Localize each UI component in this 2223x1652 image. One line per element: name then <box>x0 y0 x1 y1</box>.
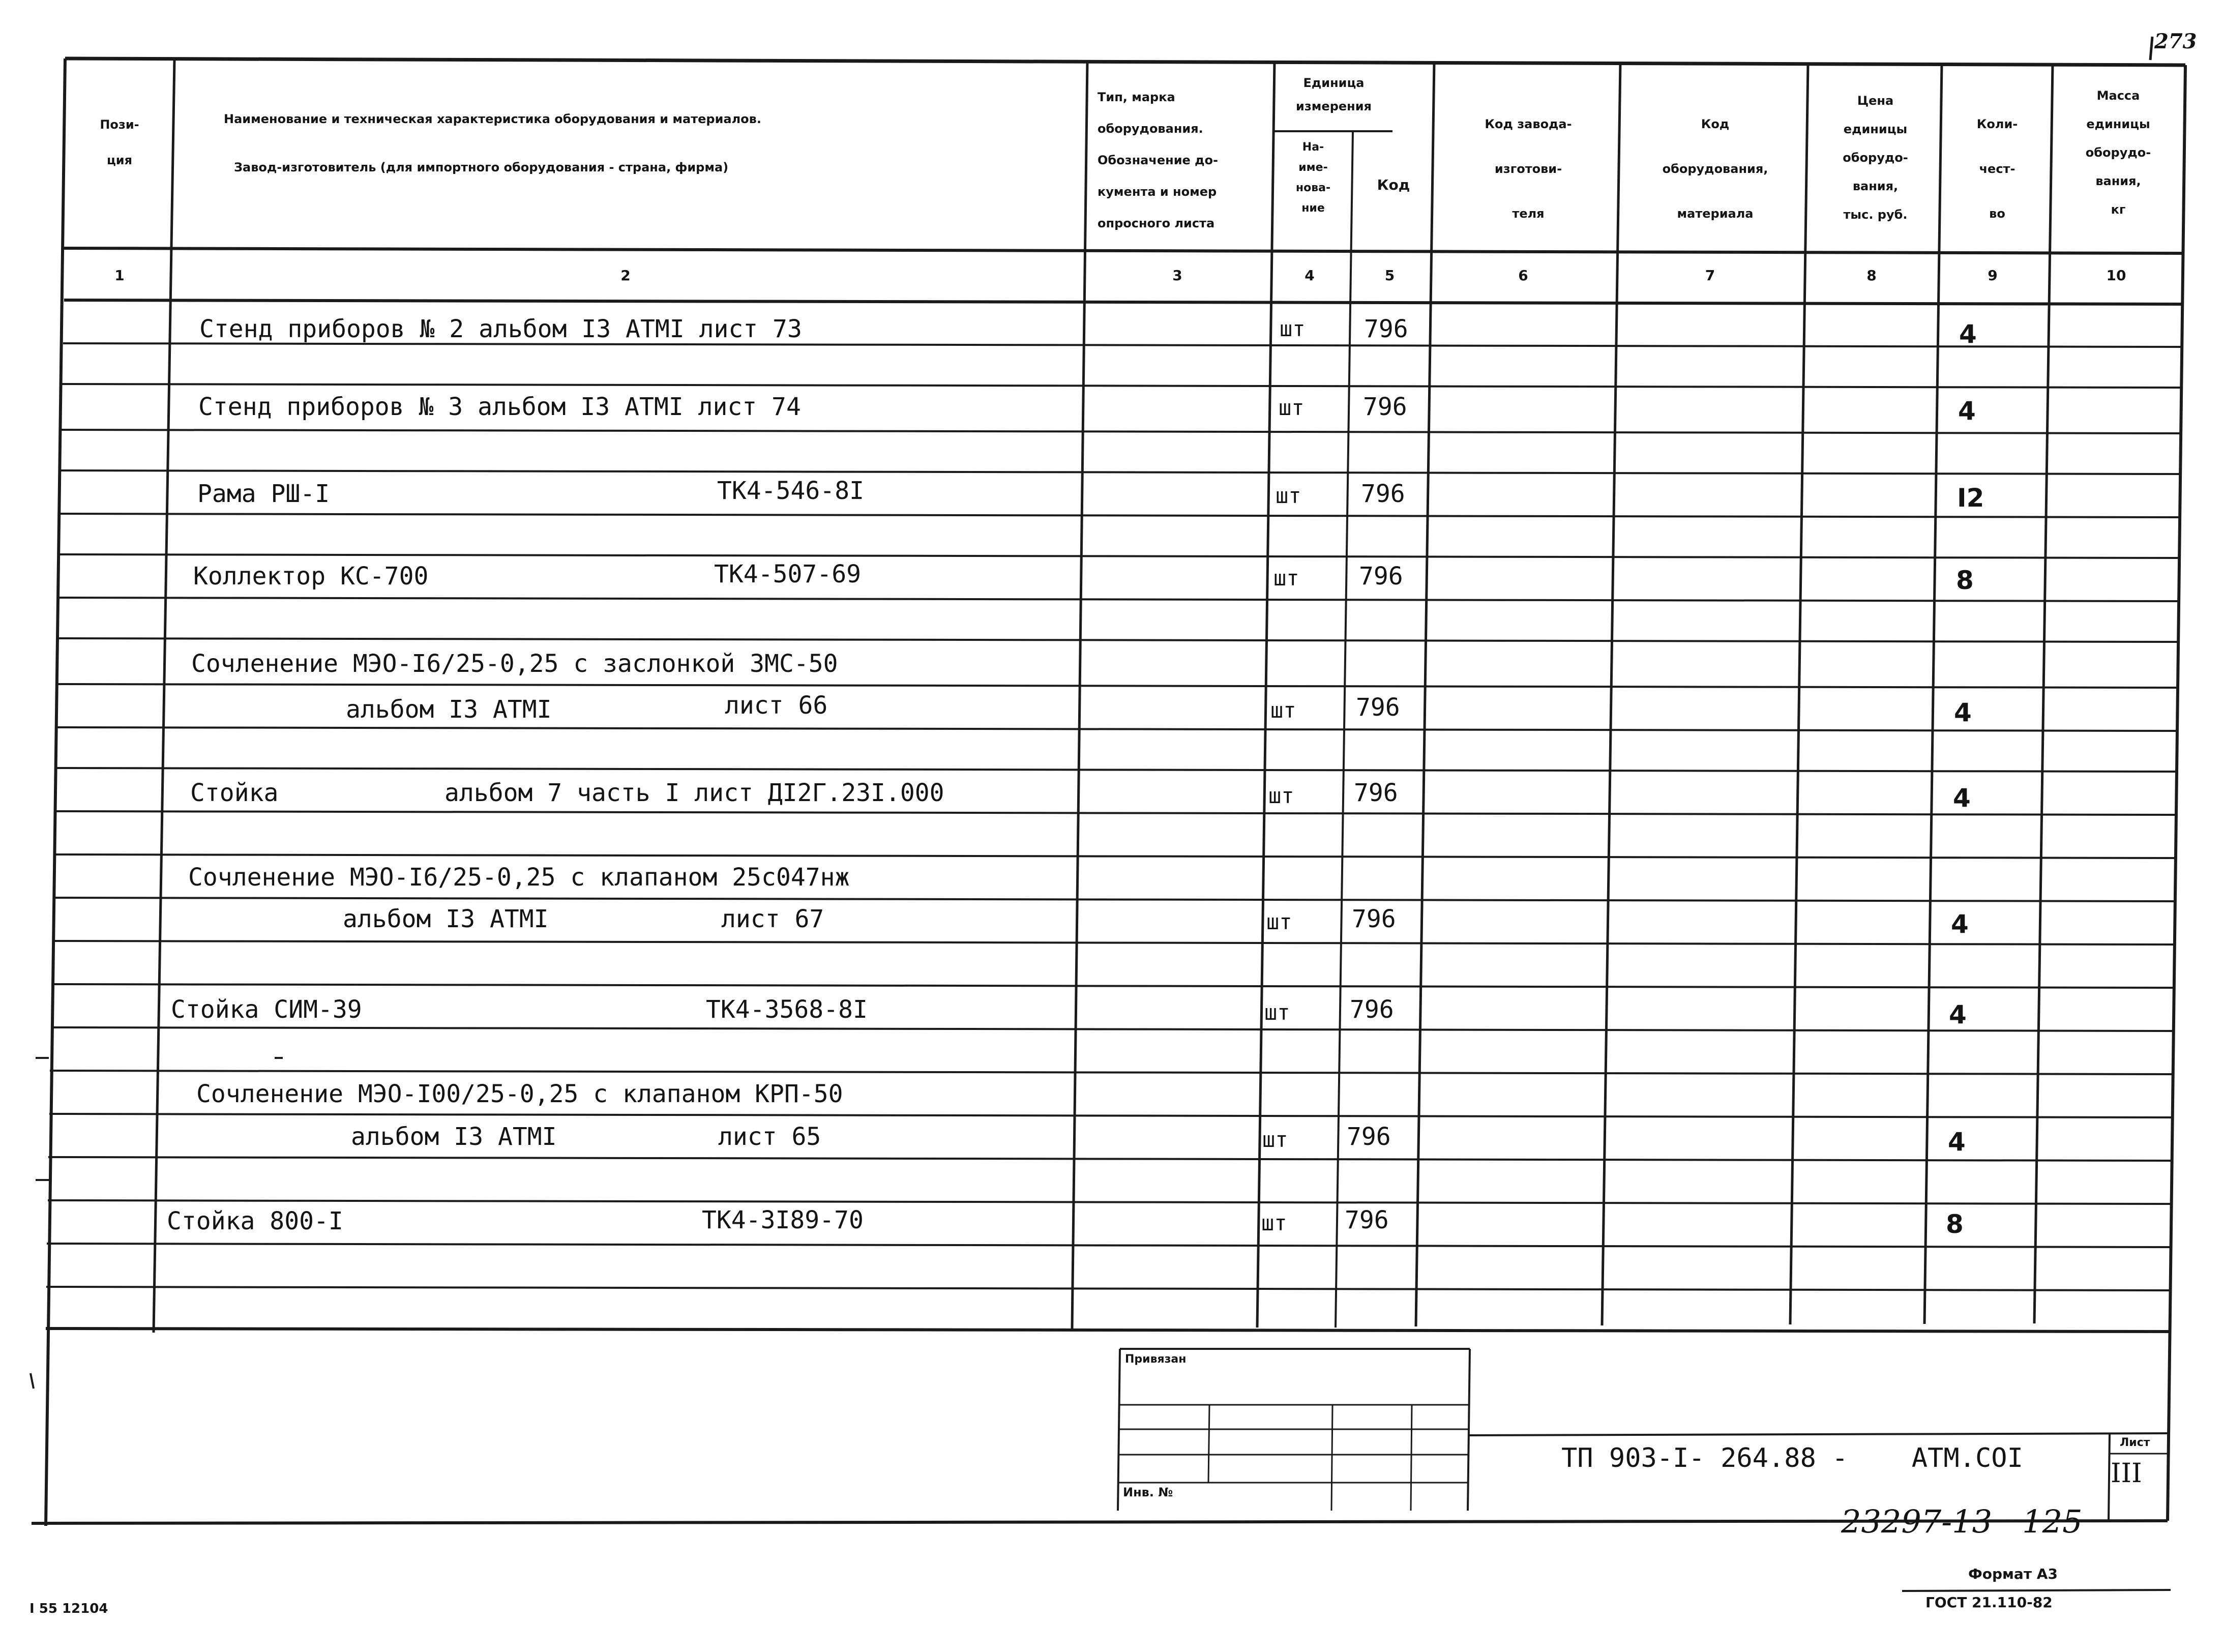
header-factory-code: Код завода- изготови- теля <box>1485 117 1572 221</box>
column-number-1: 1 <box>114 267 125 284</box>
row-4-qty: 8 <box>1956 566 1974 595</box>
row-7-qty: 4 <box>1953 783 1971 813</box>
stamp-privyazan-label: Привязан <box>1125 1353 1187 1366</box>
row-13-unit: шт <box>1261 1211 1287 1235</box>
row-5-name: Сочленение МЭО-I6/25-0,25 с заслонкой ЗМС-50 <box>191 650 838 678</box>
row-12-code: 796 <box>1347 1123 1391 1151</box>
row-6-qty: 4 <box>1954 698 1972 727</box>
header-unit-mass: Масса единицы оборудо- вания, кг <box>2085 88 2151 217</box>
sheet-number: III <box>2111 1458 2142 1489</box>
row-8-name: Сочленение МЭО-I6/25-0,25 с клапаном 25с047нж <box>188 863 850 892</box>
row-4-name: Коллектор КС-700 <box>193 562 429 591</box>
row-7-unit: шт <box>1268 783 1294 808</box>
row-9-ref: лист 67 <box>721 905 824 933</box>
row-1-qty: 4 <box>1959 319 1977 349</box>
row-9-name: альбом I3 АТМI <box>343 905 549 933</box>
sheet-corner-mark: 273 <box>2154 29 2197 53</box>
row-12-name: альбом I3 АТМI <box>351 1123 557 1151</box>
stamp-inventory-number-label: Инв. № <box>1123 1485 1173 1499</box>
row-3-code: 796 <box>1361 480 1405 508</box>
row-12-qty: 4 <box>1948 1127 1966 1157</box>
format-label: Формат А3 <box>1968 1566 2058 1582</box>
row-3-ref: ТК4-546-8I <box>717 477 864 505</box>
column-number-8: 8 <box>1866 267 1877 284</box>
row-12-ref: лист 65 <box>718 1123 821 1151</box>
column-number-9: 9 <box>1988 267 1998 284</box>
row-6-code: 796 <box>1356 693 1400 722</box>
row-2-unit: шт <box>1279 395 1305 420</box>
header-position: Пози- ция <box>100 117 139 167</box>
row-10-qty: 4 <box>1949 1000 1967 1029</box>
header-name-line1: Наименование и техническая характеристика оборудования и материалов. <box>224 112 761 126</box>
column-number-3: 3 <box>1172 267 1182 284</box>
row-4-code: 796 <box>1359 562 1403 591</box>
print-code: I 55 12104 <box>29 1601 108 1616</box>
column-number-5: 5 <box>1384 267 1395 284</box>
row-7-ref: альбом 7 часть I лист ДI2Г.23I.000 <box>444 779 944 807</box>
header-unit-group: Единица измерения <box>1296 76 1372 113</box>
row-6-name: альбом I3 АТМI <box>346 695 552 724</box>
sheet-label: Лист <box>2120 1436 2150 1449</box>
header-type: Тип, марка оборудования. Обозначение до- кумента и номер опросного листа <box>1098 90 1218 230</box>
row-3-qty: I2 <box>1957 483 1984 513</box>
row-10-code: 796 <box>1350 995 1394 1024</box>
row-9-unit: шт <box>1266 909 1292 934</box>
column-number-4: 4 <box>1305 267 1315 284</box>
gost-label: ГОСТ 21.110-82 <box>1925 1594 2053 1611</box>
handwritten-registration-number: 23297-13 125 <box>1841 1503 2083 1540</box>
row-6-ref: лист 66 <box>725 691 828 720</box>
row-13-name: Стойка 800-I <box>167 1207 343 1235</box>
row-9-code: 796 <box>1352 905 1396 933</box>
row-7-code: 796 <box>1354 779 1398 807</box>
row-9-qty: 4 <box>1951 909 1969 939</box>
row-6-unit: шт <box>1270 698 1296 723</box>
row-2-name: Стенд приборов № 3 альбом I3 АТМI лист 74 <box>198 393 801 421</box>
header-quantity: Коли- чест- во <box>1976 117 2018 221</box>
row-10-unit: шт <box>1264 1000 1290 1025</box>
row-13-qty: 8 <box>1946 1210 1964 1239</box>
row-3-unit: шт <box>1276 483 1301 508</box>
row-1-name: Стенд приборов № 2 альбом I3 АТМI лист 73 <box>199 315 802 343</box>
header-equipment-code: Код оборудования, материала <box>1662 117 1768 221</box>
row-10-ref: ТК4-3568-8I <box>706 995 868 1024</box>
row-3-name: Рама РШ-I <box>197 480 330 508</box>
document-code: ТП 903-I- 264.88 - АТМ.СОI <box>1561 1443 2023 1473</box>
column-number-7: 7 <box>1705 267 1715 284</box>
row-4-unit: шт <box>1273 566 1299 591</box>
header-unit-price: Цена единицы оборудо- вания, тыс. руб. <box>1843 94 1908 222</box>
row-4-ref: ТК4-507-69 <box>714 560 861 588</box>
row-7-name: Стойка <box>190 779 279 807</box>
row-13-code: 796 <box>1345 1206 1389 1234</box>
column-number-2: 2 <box>620 267 631 284</box>
row-1-code: 796 <box>1364 315 1408 343</box>
row-2-code: 796 <box>1363 393 1407 421</box>
header-unit-name: На- име- нова- ние <box>1295 141 1331 215</box>
row-10-name: Стойка СИМ-39 <box>171 995 362 1024</box>
row-11-name: Сочленение МЭО-I00/25-0,25 с клапаном КРП-50 <box>196 1080 843 1108</box>
row-12-unit: шт <box>1262 1127 1288 1152</box>
header-name-line2: Завод-изготовитель (для импортного оборудования - страна, фирма) <box>234 160 729 174</box>
header-unit-code: Код <box>1377 176 1410 193</box>
column-number-6: 6 <box>1518 267 1528 284</box>
row-1-unit: шт <box>1280 316 1306 341</box>
column-number-10: 10 <box>2106 267 2126 284</box>
row-13-ref: ТК4-3I89-70 <box>702 1206 864 1234</box>
row-2-qty: 4 <box>1958 396 1976 426</box>
